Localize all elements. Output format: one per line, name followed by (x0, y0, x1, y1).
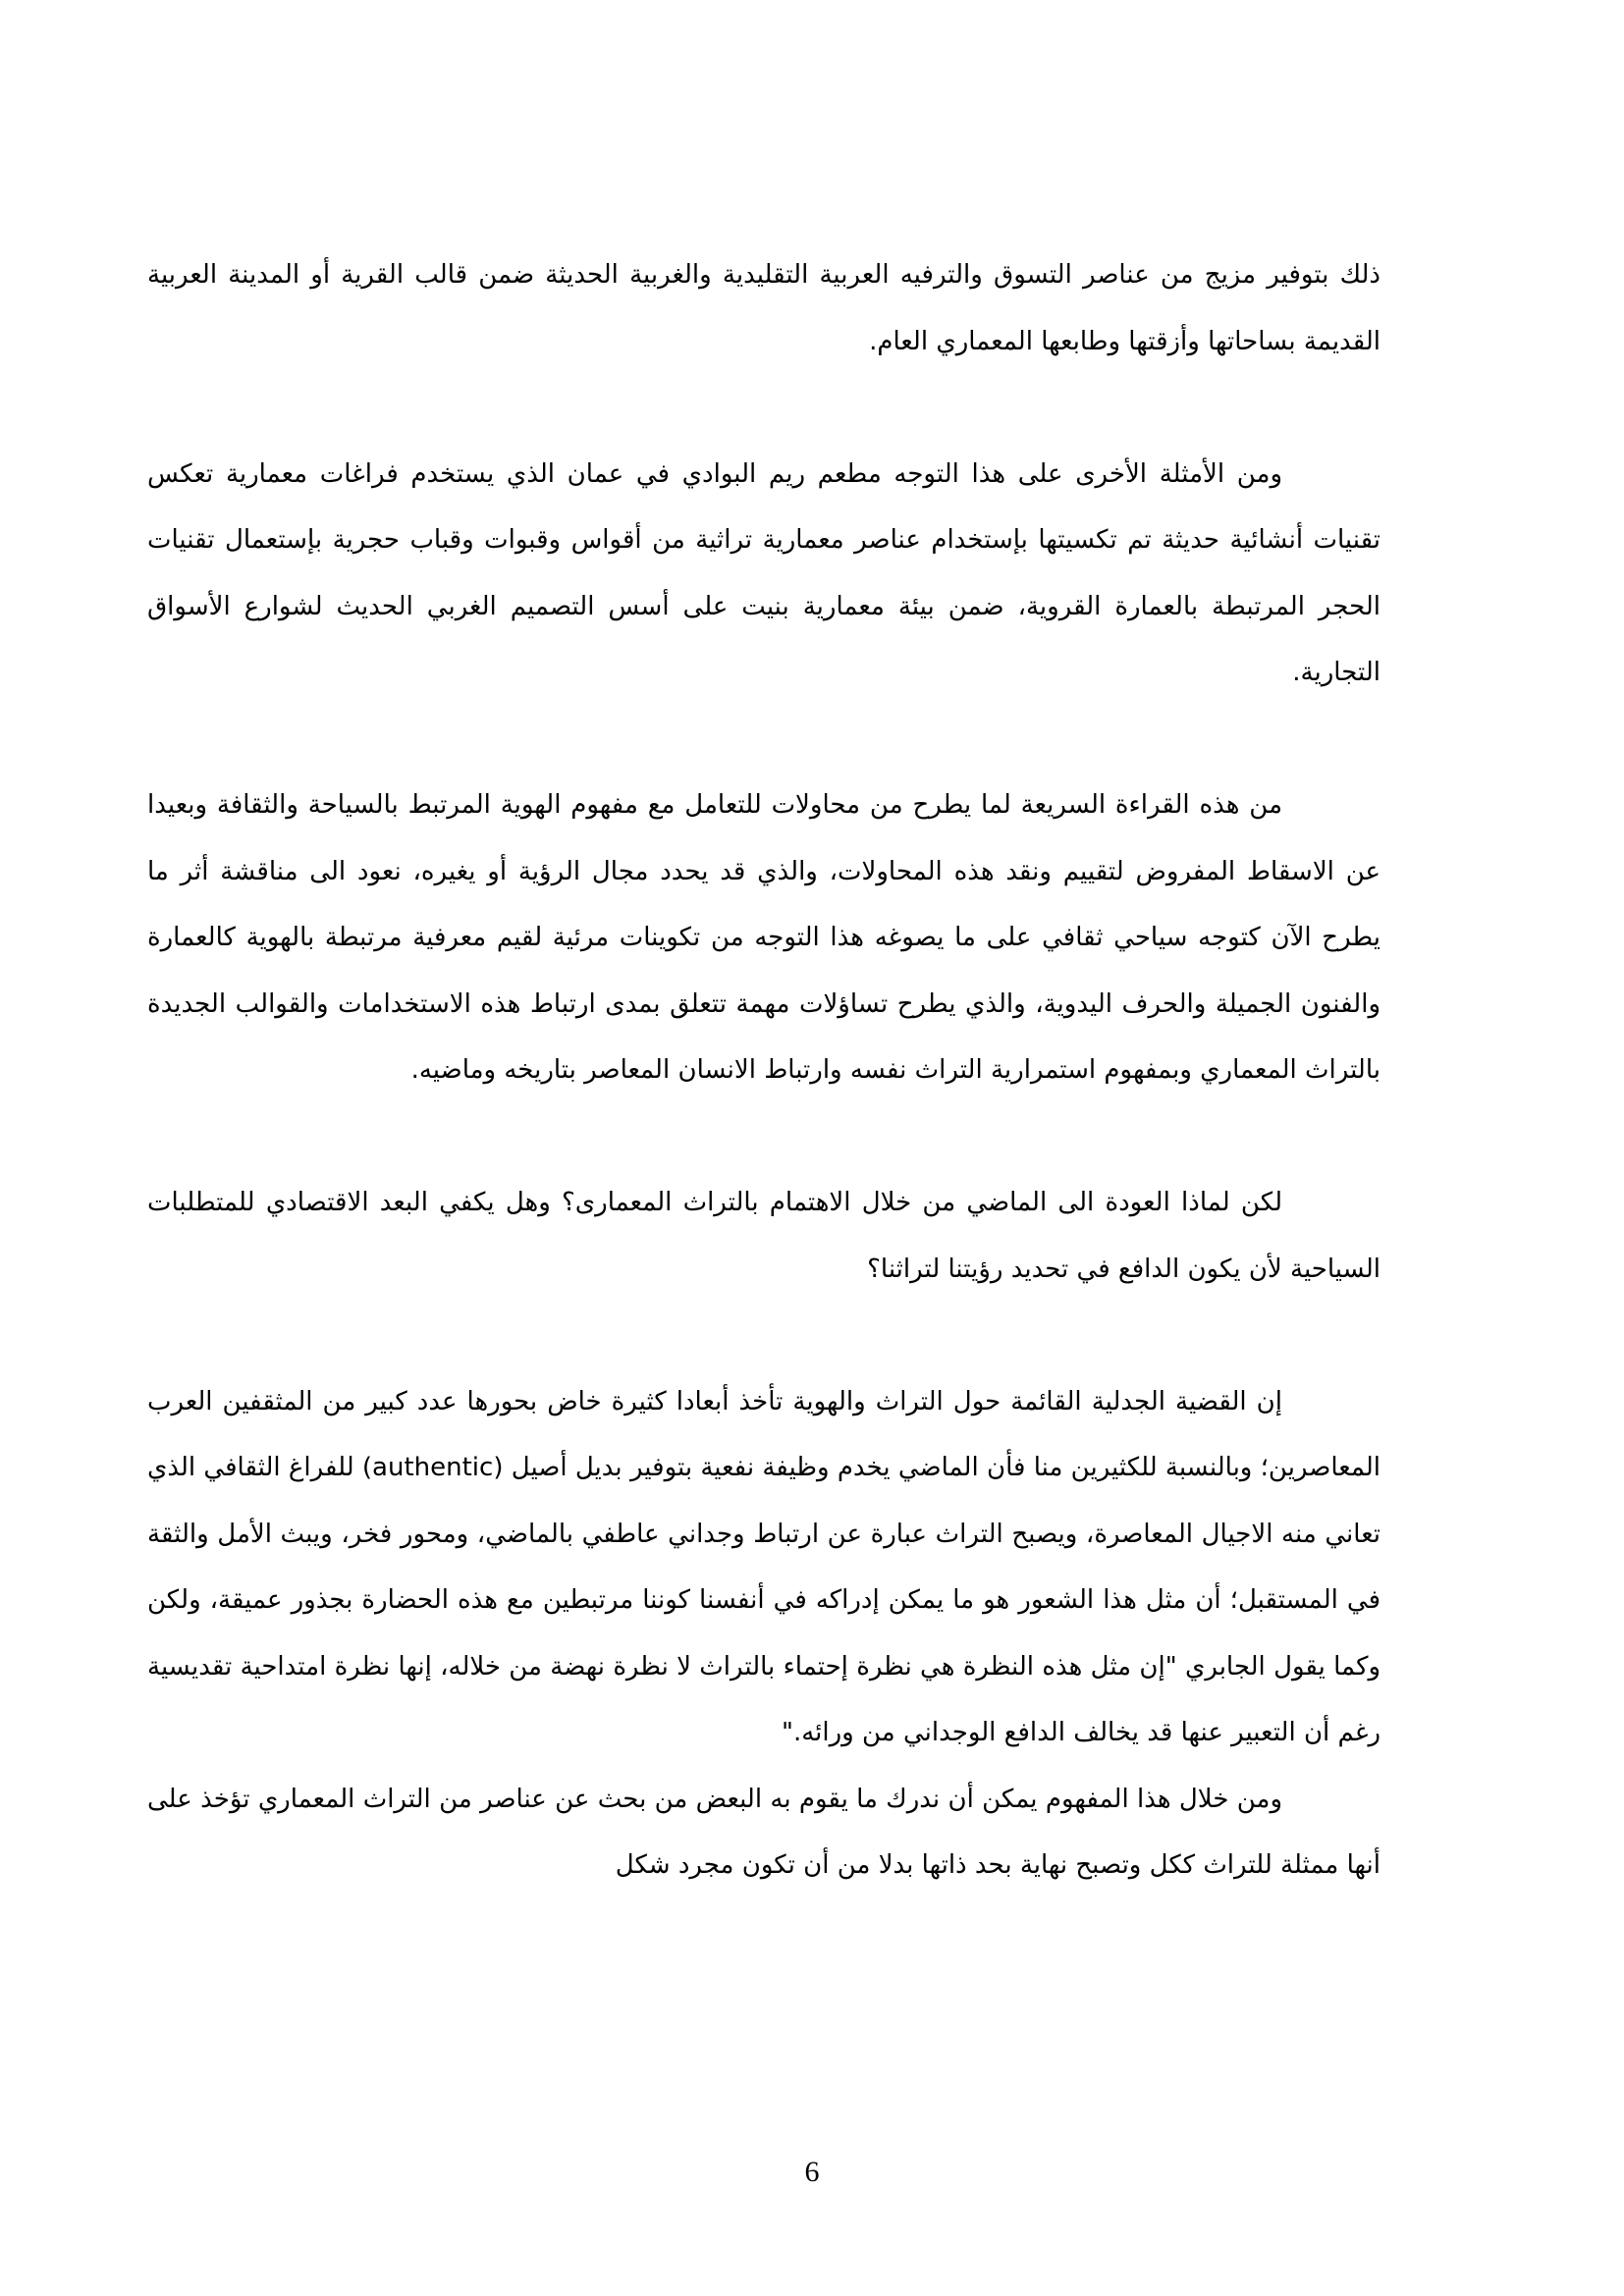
paragraph-1: ذلك بتوفير مزيج من عناصر التسوق والترفيه العربية التقليدية والغربية الحديثة ضمن قالب القرية أو المدينة العربية القديمة بساحاتها وأزقتها وطابعها المعماري العام. (147, 260, 1380, 356)
paragraph-2: ومن الأمثلة الأخرى على هذا التوجه مطعم ريم البوادي في عمان الذي يستخدم فراغات معمارية تعكس تقنيات أنشائية حديثة تم تكسيتها بإستخدام عناصر معمارية تراثية من أقواس وقبوات وقباب حجرية بإستعمال تقنيات الحجر المرتبطة بالعمارة القروية، ضمن بيئة معمارية بنيت على أسس التصميم الغربي الحديث لشوارع الأسواق التجارية. (147, 458, 1380, 687)
document-body (147, 242, 1380, 1899)
page-number: 6 (804, 2156, 820, 2188)
paragraph-6: ومن خلال هذا المفهوم يمكن أن ندرك ما يقوم به البعض من بحث عن عناصر من التراث المعماري تؤخذ على أنها ممثلة للتراث ككل وتصبح نهاية بحد ذاتها بدلا من أن تكون مجرد شكل (147, 1784, 1380, 1880)
paragraph-5: إن القضية الجدلية القائمة حول التراث والهوية تأخذ أبعادا كثيرة خاض بحورها عدد كبير من المثقفين العرب المعاصرين؛ وبالنسبة للكثيرين منا فأن الماضي يخدم وظيفة نفعية بتوفير بديل أصيل (authentic) للفراغ الثقافي الذي تعاني منه الاجيال المعاصرة، ويصبح التراث عبارة عن ارتباط وجداني عاطفي بالماضي، ومحور فخر، ويبث الأمل والثقة في المستقبل؛ أن مثل هذا الشعور هو ما يمكن إدراكه في أنفسنا كوننا مرتبطين مع هذه الحضارة بجذور عميقة، ولكن وكما يقول الجابري "إن مثل هذه النظرة هي نظرة إحتماء بالتراث لا نظرة نهضة من خلاله، إنها نظرة امتداحية تقديسية رغم أن التعبير عنها قد يخالف الدافع الوجداني من ورائه." (147, 1386, 1380, 1747)
paragraph-4: لكن لماذا العودة الى الماضي من خلال الاهتمام بالتراث المعمارى؟ وهل يكفي البعد الاقتصادي للمتطلبات السياحية لأن يكون الدافع في تحديد رؤيتنا لتراثنا؟ (147, 1188, 1380, 1284)
paragraph-3: من هذه القراءة السريعة لما يطرح من محاولات للتعامل مع مفهوم الهوية المرتبط بالسياحة والثقافة وبعيدا عن الاسقاط المفروض لتقييم ونقد هذه المحاولات، والذي قد يحدد مجال الرؤية أو يغيره، نعود الى مناقشة أثر ما يطرح الآن كتوجه سياحي ثقافي على ما يصوغه هذا التوجه من تكوينات مرئية لقيم معرفية مرتبطة بالهوية كالعمارة والفنون الجميلة والحرف اليدوية، والذي يطرح تساؤلات مهمة تتعلق بمدى ارتباط هذه الاستخدامات والقوالب الجديدة بالتراث المعماري وبمفهوم استمرارية التراث نفسه وارتباط الانسان المعاصر بتاريخه وماضيه. (147, 790, 1380, 1085)
